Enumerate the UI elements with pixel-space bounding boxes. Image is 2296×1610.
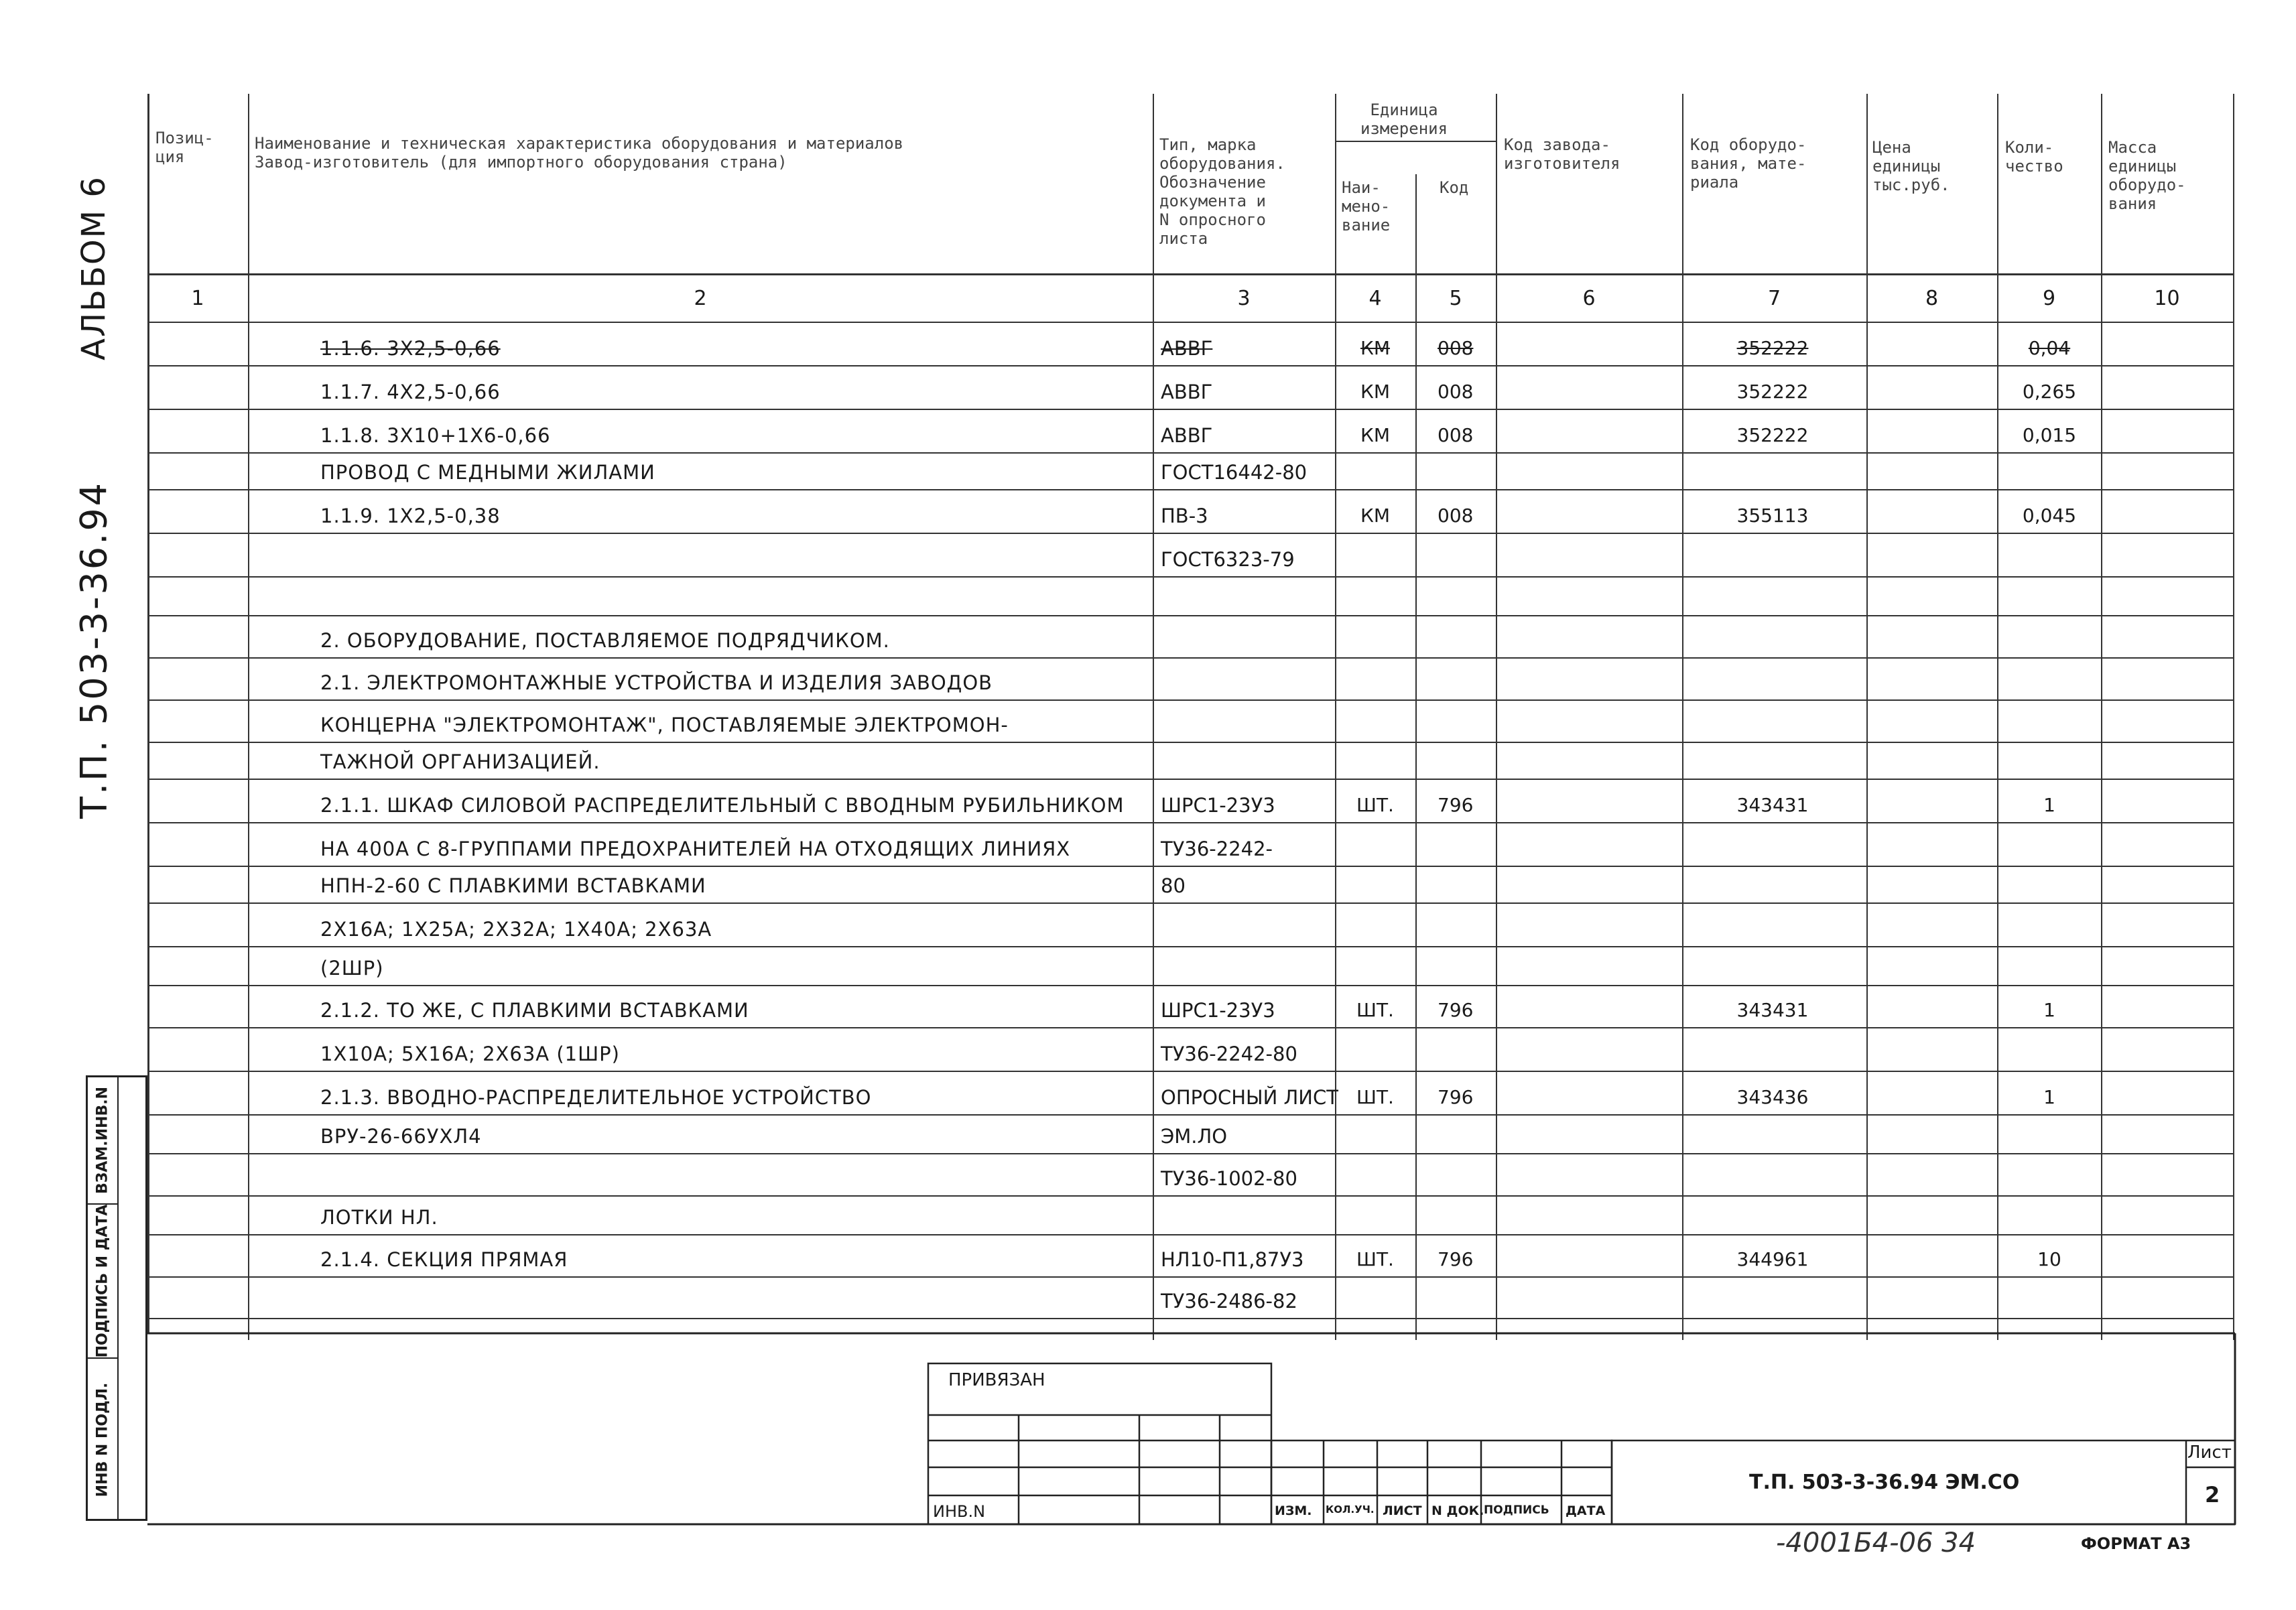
- row-0-equipment-code: 352222: [1736, 337, 1809, 359]
- row-22-equipment-code: 344961: [1736, 1248, 1809, 1270]
- header-col10: Масса единицы оборудо- вания: [2108, 138, 2186, 213]
- row-8-name: 2.1. ЭЛЕКТРОМОНТАЖНЫЕ УСТРОЙСТВА И ИЗДЕЛИЯ ЗАВОДОВ: [320, 671, 993, 694]
- row-22-name: 2.1.4. СЕКЦИЯ ПРЯМАЯ: [320, 1248, 568, 1271]
- row-18-quantity: 1: [2043, 1086, 2055, 1108]
- header-unit-group: Единица измерения: [1360, 100, 1448, 138]
- row-16-type: ШРС1-23У3: [1161, 999, 1275, 1022]
- row-18-name: 2.1.3. ВВОДНО-РАСПРЕДЕЛИТЕЛЬНОЕ УСТРОЙСТВО: [320, 1086, 872, 1109]
- row-18-type: ОПРОСНЫЙ ЛИСТ: [1161, 1086, 1338, 1109]
- row-10-name: ТАЖНОЙ ОРГАНИЗАЦИЕЙ.: [320, 750, 600, 773]
- project-code-text: Т.П. 503-3-36.94: [72, 480, 115, 819]
- col-number-7: 7: [1767, 287, 1781, 310]
- archive-number: -4001Б4-06 34: [1776, 1528, 1976, 1558]
- header-col1: Позиц- ция: [155, 129, 214, 166]
- row-0-name: 1.1.6. 3Х2,5-0,66: [320, 337, 501, 360]
- row-13-type: 80: [1161, 874, 1186, 897]
- privyazan-label: ПРИВЯЗАН: [948, 1370, 1045, 1390]
- row-2-type: АВВГ: [1161, 424, 1213, 447]
- sheet-label: Лист: [2187, 1443, 2232, 1463]
- row-11-unit-code: 796: [1438, 794, 1474, 816]
- row-11-equipment-code: 343431: [1736, 794, 1809, 816]
- header-col8: Цена единицы тыс.руб.: [1872, 138, 1950, 194]
- album-text: АЛЬБОМ 6: [75, 176, 113, 360]
- stamp-inv-podl: ИНВ N ПОДЛ.: [94, 1382, 111, 1497]
- row-1-quantity: 0,265: [2022, 381, 2077, 403]
- row-18-unit: ШТ.: [1356, 1086, 1394, 1108]
- row-4-quantity: 0,045: [2022, 505, 2077, 527]
- row-2-name: 1.1.8. 3Х10+1Х6-0,66: [320, 424, 551, 447]
- row-22-quantity: 10: [2037, 1248, 2061, 1270]
- row-16-unit: ШТ.: [1356, 999, 1394, 1021]
- row-12-name: НА 400А С 8-ГРУППАМИ ПРЕДОХРАНИТЕЛЕЙ НА ОТХОДЯЩИХ ЛИНИЯХ: [320, 837, 1071, 860]
- row-22-unit: ШТ.: [1356, 1248, 1394, 1270]
- row-0-type: АВВГ: [1161, 337, 1213, 360]
- row-7-name: 2. ОБОРУДОВАНИЕ, ПОСТАВЛЯЕМОЕ ПОДРЯДЧИКОМ.: [320, 629, 890, 652]
- row-9-name: КОНЦЕРНА "ЭЛЕКТРОМОНТАЖ", ПОСТАВЛЯЕМЫЕ ЭЛЕКТРОМОН-: [320, 714, 1009, 736]
- list-label: ЛИСТ: [1383, 1503, 1422, 1518]
- row-1-unit-code: 008: [1438, 381, 1474, 403]
- kol-uch-label: КОЛ.УЧ.: [1326, 1503, 1375, 1516]
- row-17-name: 1Х10А; 5Х16А; 2Х63А (1ШР): [320, 1043, 620, 1065]
- row-1-unit: КМ: [1360, 381, 1391, 403]
- podpis-label: ПОДПИСЬ: [1484, 1503, 1549, 1517]
- row-18-unit-code: 796: [1438, 1086, 1474, 1108]
- col-number-4: 4: [1368, 287, 1382, 310]
- row-11-type: ШРС1-23У3: [1161, 794, 1275, 817]
- stamp-podpis-data: ПОДПИСЬ И ДАТА: [88, 1205, 117, 1359]
- row-18-equipment-code: 343436: [1736, 1086, 1809, 1108]
- row-11-quantity: 1: [2043, 794, 2055, 816]
- header-col3: Тип, марка оборудования. Обозначение документа и N опросного листа: [1159, 135, 1285, 248]
- row-20-type: ТУ36-1002-80: [1161, 1167, 1297, 1190]
- row-17-type: ТУ36-2242-80: [1161, 1043, 1297, 1065]
- col-number-5: 5: [1449, 287, 1462, 310]
- row-3-type: ГОСТ16442-80: [1161, 461, 1308, 484]
- row-14-name: 2Х16А; 1Х25А; 2Х32А; 1Х40А; 2Х63А: [320, 918, 712, 941]
- row-15-name: (2ШР): [320, 957, 384, 980]
- row-1-type: АВВГ: [1161, 381, 1213, 403]
- row-2-equipment-code: 352222: [1736, 424, 1809, 446]
- row-1-name: 1.1.7. 4Х2,5-0,66: [320, 381, 501, 403]
- row-3-name: ПРОВОД С МЕДНЫМИ ЖИЛАМИ: [320, 461, 655, 484]
- inv-n-label: ИНВ.N: [933, 1502, 986, 1521]
- header-col2: Наименование и техническая характеристика оборудования и материалов Завод-изготовитель (для импортного оборудования страна): [255, 134, 904, 172]
- n-dok-label: N ДОК.: [1431, 1503, 1484, 1518]
- row-4-name: 1.1.9. 1Х2,5-0,38: [320, 505, 501, 527]
- row-22-type: НЛ10-П1,87У3: [1161, 1248, 1304, 1271]
- col-number-6: 6: [1582, 287, 1596, 310]
- row-4-equipment-code: 355113: [1736, 505, 1809, 527]
- row-16-equipment-code: 343431: [1736, 999, 1809, 1021]
- stamp-vzam-inv: ВЗАМ.ИНВ.N: [88, 1077, 117, 1205]
- col-number-2: 2: [694, 287, 707, 310]
- col-number-10: 10: [2154, 287, 2180, 310]
- document-code: Т.П. 503-3-36.94 ЭМ.СО: [1749, 1471, 2020, 1494]
- row-16-quantity: 1: [2043, 999, 2055, 1021]
- row-4-type: ПВ-3: [1161, 505, 1208, 527]
- row-16-unit-code: 796: [1438, 999, 1474, 1021]
- col-number-8: 8: [1925, 287, 1939, 310]
- header-col7: Код оборудо- вания, мате- риала: [1690, 135, 1807, 192]
- row-13-name: НПН-2-60 С ПЛАВКИМИ ВСТАВКАМИ: [320, 874, 706, 897]
- row-22-unit-code: 796: [1438, 1248, 1474, 1270]
- row-2-quantity: 0,015: [2022, 424, 2077, 446]
- row-0-unit-code: 008: [1438, 337, 1474, 359]
- col-number-1: 1: [191, 287, 204, 310]
- col-number-3: 3: [1237, 287, 1251, 310]
- row-11-name: 2.1.1. ШКАФ СИЛОВОЙ РАСПРЕДЕЛИТЕЛЬНЫЙ С ВВОДНЫМ РУБИЛЬНИКОМ: [320, 794, 1125, 817]
- header-col9: Коли- чество: [2005, 138, 2063, 176]
- sheet-number: 2: [2205, 1482, 2220, 1507]
- row-2-unit: КМ: [1360, 424, 1391, 446]
- row-19-type: ЭМ.ЛО: [1161, 1125, 1228, 1148]
- row-23-type: ТУ36-2486-82: [1161, 1290, 1297, 1313]
- data-label: ДАТА: [1566, 1503, 1606, 1518]
- row-21-name: ЛОТКИ НЛ.: [320, 1206, 438, 1229]
- row-2-unit-code: 008: [1438, 424, 1474, 446]
- col-number-9: 9: [2042, 287, 2056, 310]
- row-1-equipment-code: 352222: [1736, 381, 1809, 403]
- header-col6: Код завода- изготовителя: [1504, 135, 1620, 173]
- row-0-quantity: 0,04: [2028, 337, 2071, 359]
- row-5-type: ГОСТ6323-79: [1161, 548, 1295, 571]
- row-0-unit: КМ: [1360, 337, 1391, 359]
- header-col4: Наи- мено- вание: [1342, 178, 1391, 234]
- format-label: ФОРМАТ А3: [2081, 1534, 2191, 1553]
- izm-label: ИЗМ.: [1275, 1503, 1312, 1518]
- row-4-unit: КМ: [1360, 505, 1391, 527]
- row-16-name: 2.1.2. ТО ЖЕ, С ПЛАВКИМИ ВСТАВКАМИ: [320, 999, 749, 1022]
- row-12-type: ТУ36-2242-: [1161, 837, 1273, 860]
- row-19-name: ВРУ-26-66УХЛ4: [320, 1125, 482, 1148]
- row-4-unit-code: 008: [1438, 505, 1474, 527]
- row-11-unit: ШТ.: [1356, 794, 1394, 816]
- header-col5: Код: [1440, 178, 1469, 197]
